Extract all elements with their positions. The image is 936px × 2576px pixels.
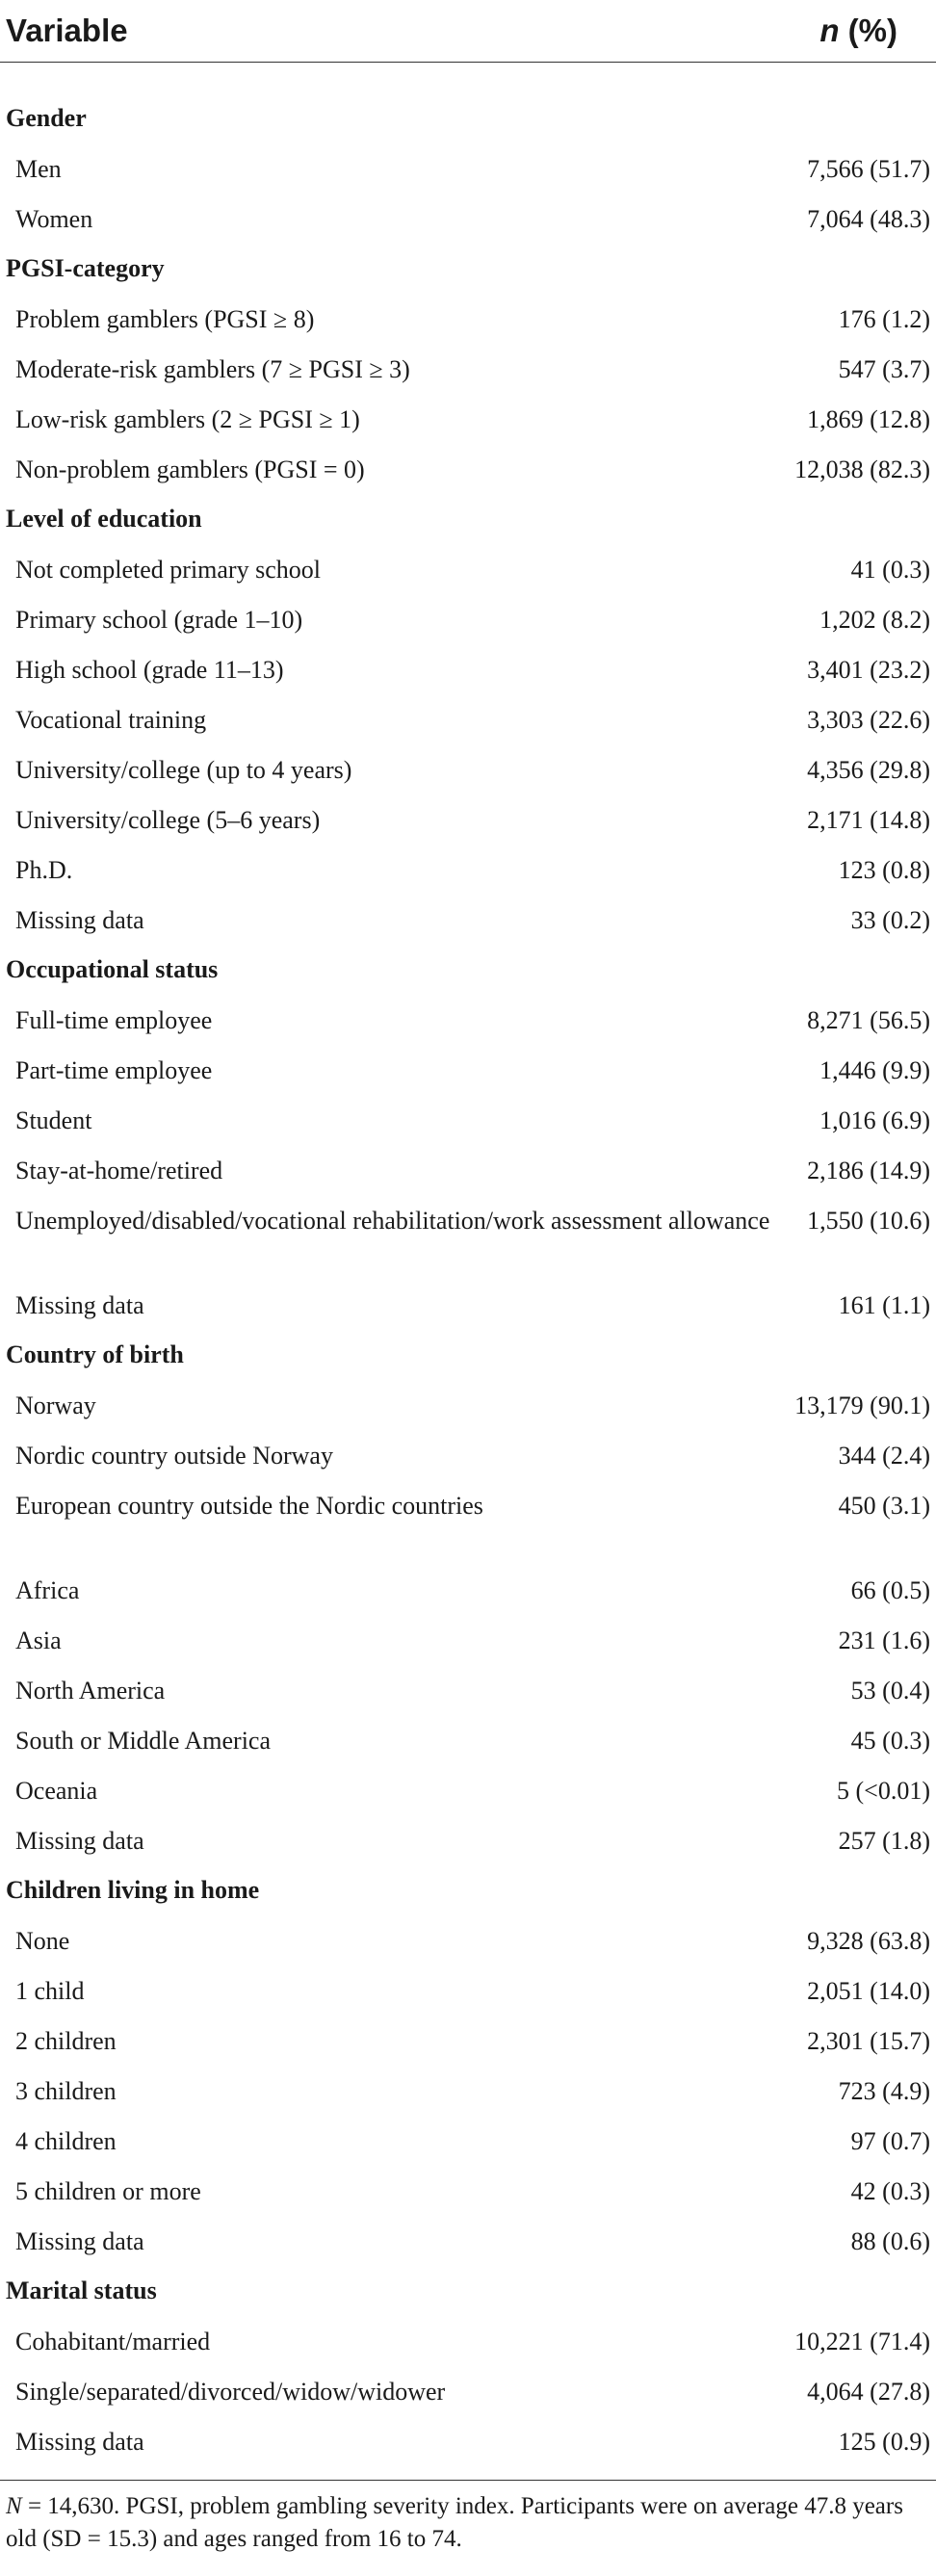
row-label: University/college (up to 4 years) — [15, 756, 352, 784]
row-label: Ph.D. — [15, 856, 73, 884]
row-value: 1,016 (6.9) — [819, 1106, 930, 1134]
table-row — [0, 694, 936, 744]
row-value: 45 (0.3) — [850, 1727, 930, 1755]
row-label: Men — [15, 155, 62, 183]
row-value: 12,038 (82.3) — [794, 455, 930, 483]
row-value: 10,221 (71.4) — [794, 2328, 930, 2355]
row-label: Norway — [15, 1392, 96, 1419]
row-label: Women — [15, 205, 93, 233]
row-label: Oceania — [15, 1777, 98, 1805]
row-value: 41 (0.3) — [850, 556, 930, 584]
row-value: 4,356 (29.8) — [807, 756, 930, 784]
table-row — [0, 143, 936, 194]
row-value: 450 (3.1) — [838, 1492, 930, 1520]
section-title: Marital status — [6, 2277, 157, 2304]
row-value: 5 (<0.01) — [837, 1777, 930, 1805]
table-row — [0, 544, 936, 594]
table-row — [0, 1145, 936, 1195]
row-value: 2,301 (15.7) — [807, 2027, 930, 2055]
row-value: 8,271 (56.5) — [807, 1006, 930, 1034]
table-header — [0, 0, 936, 63]
table-row — [0, 1380, 936, 1430]
row-value: 9,328 (63.8) — [807, 1927, 930, 1955]
row-value: 2,186 (14.9) — [807, 1157, 930, 1184]
row-value: 3,401 (23.2) — [807, 656, 930, 684]
row-label: Africa — [15, 1576, 80, 1604]
row-value: 125 (0.9) — [838, 2428, 930, 2456]
row-label: Missing data — [15, 1291, 144, 1319]
row-label: University/college (5–6 years) — [15, 806, 321, 834]
section-title: Children living in home — [6, 1876, 260, 1904]
table-row — [0, 2366, 936, 2416]
variable-column-header: Variable — [6, 13, 128, 48]
row-label: Asia — [15, 1626, 62, 1654]
row-label: Vocational training — [15, 706, 207, 734]
row-label: European country outside the Nordic countries — [15, 1492, 483, 1520]
table-row — [0, 2416, 936, 2466]
table-row — [0, 394, 936, 444]
row-label: Stay-at-home/retired — [15, 1157, 223, 1184]
table-row — [0, 1815, 936, 1865]
row-label: Not completed primary school — [15, 556, 321, 584]
row-label: Missing data — [15, 2428, 144, 2456]
row-label: Missing data — [15, 1827, 144, 1855]
row-value: 88 (0.6) — [850, 2227, 930, 2255]
row-label: Unemployed/disabled/vocational rehabilitation/work assessment allowance — [15, 1207, 770, 1235]
row-value: 161 (1.1) — [838, 1291, 930, 1319]
table-row — [0, 594, 936, 644]
row-label: Student — [15, 1106, 92, 1134]
table-footnote — [0, 2480, 936, 2556]
row-value: 4,064 (27.8) — [807, 2378, 930, 2406]
footnote-text: = 14,630. PGSI, problem gambling severity index. Participants were on average 47.8 years old (SD = 15.3) and ages ranged from 16 to 74. — [6, 2493, 903, 2552]
table-row — [0, 1280, 936, 1330]
n-symbol: n — [819, 13, 840, 48]
section-title: Country of birth — [6, 1340, 184, 1368]
table-row — [0, 1430, 936, 1480]
row-label: North America — [15, 1677, 166, 1704]
row-value: 123 (0.8) — [838, 856, 930, 884]
table-row — [0, 895, 936, 945]
table-row — [0, 995, 936, 1045]
row-value: 1,446 (9.9) — [819, 1056, 930, 1084]
row-label: 4 children — [15, 2127, 117, 2155]
row-label: 1 child — [15, 1977, 85, 2005]
row-label: 2 children — [15, 2027, 117, 2055]
row-value: 42 (0.3) — [850, 2177, 930, 2205]
table-row — [0, 794, 936, 845]
table-row — [0, 2116, 936, 2166]
table-row — [0, 1195, 936, 1280]
row-value: 7,566 (51.7) — [807, 155, 930, 183]
row-label: High school (grade 11–13) — [15, 656, 284, 684]
table-row — [0, 1045, 936, 1095]
table-row — [0, 1095, 936, 1145]
table-row — [0, 1615, 936, 1665]
row-value: 2,171 (14.8) — [807, 806, 930, 834]
table-row — [0, 644, 936, 694]
row-value: 1,550 (10.6) — [807, 1207, 930, 1235]
row-label: 5 children or more — [15, 2177, 201, 2205]
row-label: Nordic country outside Norway — [15, 1442, 333, 1470]
table-row — [0, 1715, 936, 1765]
row-value: 7,064 (48.3) — [807, 205, 930, 233]
table-row — [0, 1565, 936, 1615]
row-label: Missing data — [15, 906, 144, 934]
row-value: 33 (0.2) — [850, 906, 930, 934]
section-title: Occupational status — [6, 955, 219, 983]
row-label: Moderate-risk gamblers (7 ≥ PGSI ≥ 3) — [15, 355, 410, 383]
row-value: 3,303 (22.6) — [807, 706, 930, 734]
table-row — [0, 194, 936, 244]
row-value: 13,179 (90.1) — [794, 1392, 930, 1419]
row-value: 2,051 (14.0) — [807, 1977, 930, 2005]
row-value: 97 (0.7) — [850, 2127, 930, 2155]
row-value: 53 (0.4) — [850, 1677, 930, 1704]
table-row — [0, 2316, 936, 2366]
row-label: Part-time employee — [15, 1056, 213, 1084]
table-row — [0, 294, 936, 344]
row-label: Cohabitant/married — [15, 2328, 211, 2355]
row-label: Primary school (grade 1–10) — [15, 606, 303, 634]
row-value: 257 (1.8) — [838, 1827, 930, 1855]
n-percent-column-header — [819, 13, 897, 49]
table-body — [0, 93, 936, 2466]
table-row — [0, 1665, 936, 1715]
row-value: 176 (1.2) — [838, 305, 930, 333]
row-label: Low-risk gamblers (2 ≥ PGSI ≥ 1) — [15, 405, 360, 433]
table-row — [0, 2066, 936, 2116]
table-row — [0, 1965, 936, 2016]
row-label: 3 children — [15, 2077, 117, 2105]
row-label: Problem gamblers (PGSI ≥ 8) — [15, 305, 315, 333]
table-row — [0, 444, 936, 494]
row-label: Full-time employee — [15, 1006, 213, 1034]
row-value: 723 (4.9) — [838, 2077, 930, 2105]
row-value: 66 (0.5) — [850, 1576, 930, 1604]
table-row — [0, 2216, 936, 2266]
row-value: 231 (1.6) — [838, 1626, 930, 1654]
table-row — [0, 1765, 936, 1815]
row-label: South or Middle America — [15, 1727, 272, 1755]
table-row — [0, 344, 936, 394]
row-label: Non-problem gamblers (PGSI = 0) — [15, 455, 365, 483]
row-label: Single/separated/divorced/widow/widower — [15, 2378, 446, 2406]
row-value: 1,202 (8.2) — [819, 606, 930, 634]
section-title: Gender — [6, 104, 87, 132]
table-row — [0, 1915, 936, 1965]
table-row — [0, 2016, 936, 2066]
percent-symbol: (%) — [847, 13, 897, 48]
section-title: PGSI-category — [6, 254, 165, 282]
footnote-n-symbol: N — [6, 2493, 22, 2519]
section-title: Level of education — [6, 505, 202, 533]
table-row — [0, 845, 936, 895]
row-value: 1,869 (12.8) — [807, 405, 930, 433]
row-label: None — [15, 1927, 70, 1955]
table-row — [0, 1480, 936, 1565]
table-row — [0, 2166, 936, 2216]
row-value: 547 (3.7) — [838, 355, 930, 383]
row-label: Missing data — [15, 2227, 144, 2255]
table-row — [0, 744, 936, 794]
row-value: 344 (2.4) — [838, 1442, 930, 1470]
